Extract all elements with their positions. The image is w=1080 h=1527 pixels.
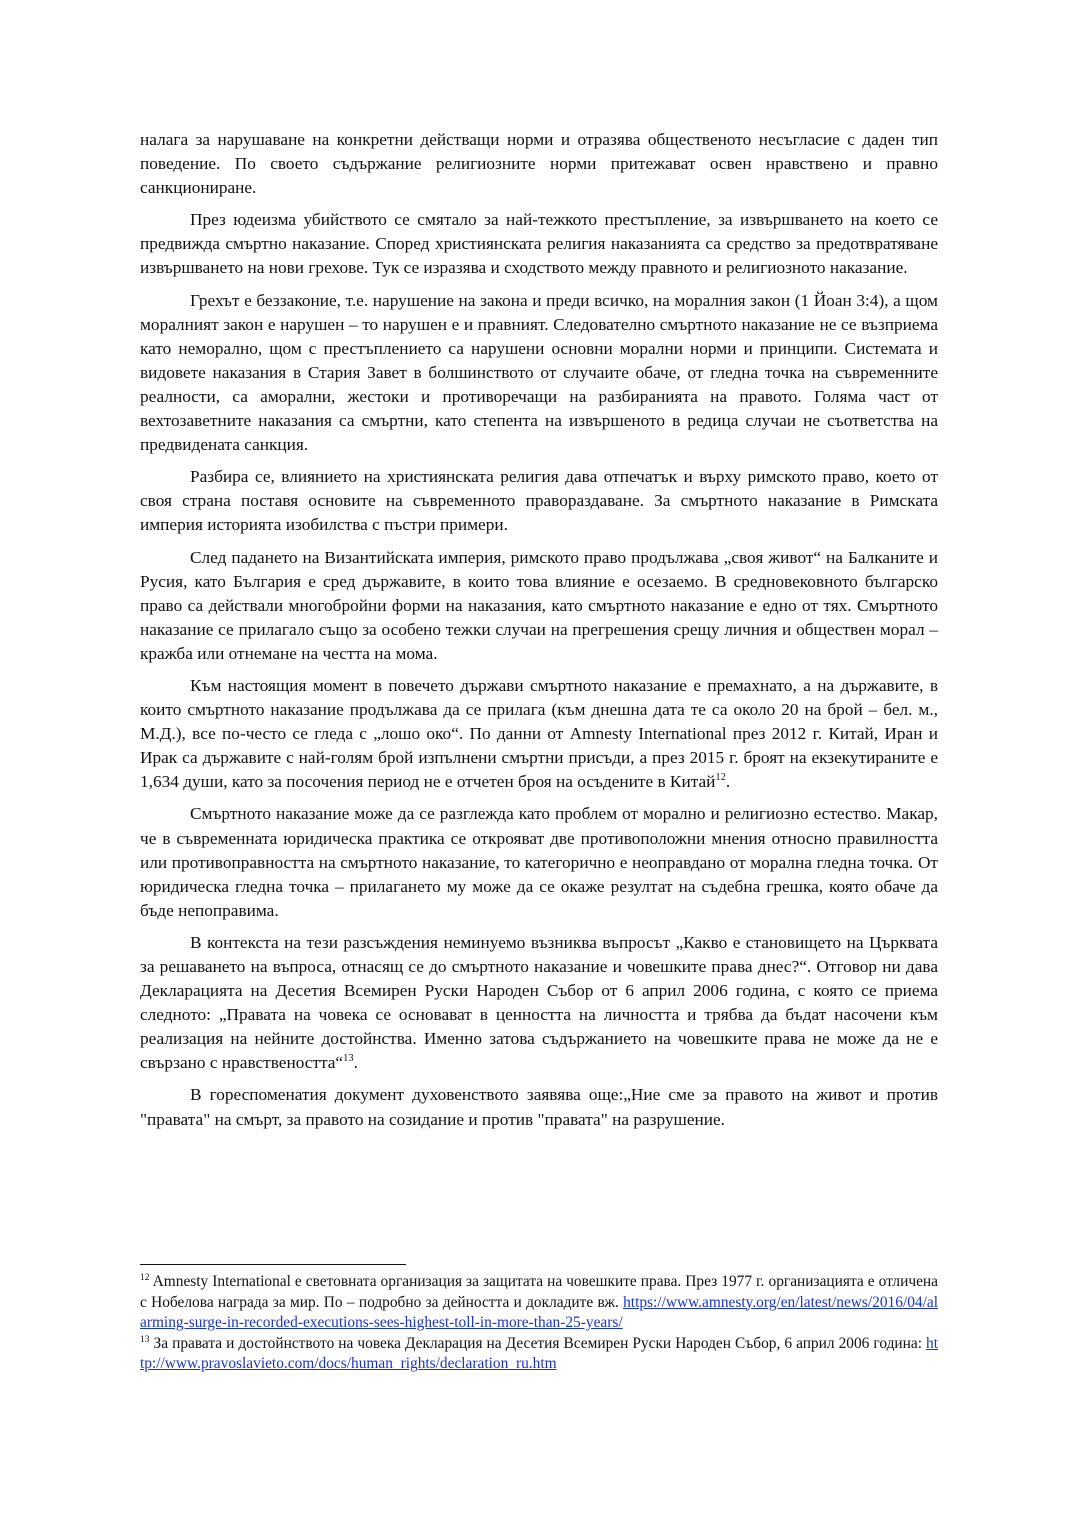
paragraph-8-text: В контекста на тези разсъждения неминуемо възниква въпросът „Какво е становището на Църквата за решаването на въпроса, отнасящ се до смъртното наказание и човешките права днес?“. Отговор ни дава Декларацията на Десетия Всемирен Руски Народен Събор от 6 април 2006 година, с която се приема следното: „Правата на човека се основават в ценността на личността и трябва да бъдат насочени към реализация на нейните достойнства. Именно затова съдържанието на човешките права не може да не е свързано с нравствеността“: [140, 932, 938, 1073]
paragraph-5: След падането на Византийската империя, римското право продължава „своя живот“ на Балканите и Русия, като България е сред държавите, в които това влияние е осезаемо. В средновековното българско право са действали многобройни форми на наказания, като смъртното наказание е едно от тях. Смъртното наказание се прилагало също за особено тежки случаи на прегрешения срещу личния и обществен морал – кражба или отнемане на честта на мома.: [140, 547, 938, 663]
document-body: [140, 128, 938, 1140]
footnote-ref-12[interactable]: 12: [715, 772, 726, 784]
footnote-number: 13: [140, 1334, 150, 1345]
footnote-text: За правата и достойнството на човека Декларация на Десетия Всемирен Руски Народен Събор, 6 април 2006 година:: [149, 1334, 927, 1352]
paragraph-8-end: .: [353, 1053, 358, 1073]
footnote-12: [140, 1272, 938, 1334]
paragraph-6-end: .: [725, 772, 731, 792]
paragraph-4: Разбира се, влиянието на християнската религия дава отпечатък и върху римското право, което от своя страна поставя основите на съвременното правораздаване. За смъртното наказание в Римската империя историята изобилства с пъстри примери.: [140, 467, 938, 535]
paragraph-6-text: Към настоящия момент в повечето държави смъртното наказание е премахнато, а на държавите, в които смъртното наказание продължава да се прилага (към днешна дата те са около 20 на брой – бел. м., М.Д.), все по-често се гледа с „лошо око“. По данни от Amnesty International през 2012 г. Китай, Иран и Ирак са държавите с най-голям брой изпълнени смъртни присъди, а през 2015 г. броят на екзекутираните е 1,634 души, като за посочения период не е отчетен броя на осъдените в Китай: [140, 675, 938, 792]
footnote-separator: [140, 1264, 406, 1265]
footnote-text: Amnesty International е световната организация за защитата на човешките права. През 1977 г. организацията е отличена с Нобелова награда за мир. По – подробно за дейността и докладите вж.: [140, 1273, 938, 1311]
footnote-number: 12: [140, 1272, 150, 1283]
paragraph-1: налага за нарушаване на конкретни действащи норми и отразява общественото несъгласие с даден тип поведение. По своето съдържание религиозните норми притежават освен нравствено и правно санкциониране.: [140, 130, 938, 198]
footnote-link-amnesty[interactable]: https://www.amnesty.org/en/latest/news/2016/04/alarming-surge-in-recorded-executions-sees-highest-toll-in-more-than-25-years/: [140, 1293, 938, 1332]
paragraph-8: [140, 931, 938, 1076]
paragraph-7: Смъртното наказание може да се разглежда като проблем от морално и религиозно естество. Макар, че в съвременната юридическа практика се открояват две противоположни мнения относно правилността или противоправността на смъртното наказание, то категорично е неоправдано от морална гледна точка. От юридическа гледна точка – прилагането му може да се окаже резултат на съдебна грешка, която обаче да бъде непоправима.: [140, 804, 938, 920]
paragraph-3: Грехът е беззаконие, т.е. нарушение на закона и преди всичко, на моралния закон (1 Йоан 3:4), а щом моралният закон е нарушен – то нарушен е и правният. Следователно смъртното наказание не се възприема като неморално, щом с престъплението са нарушени основни морални норми и принципи. Системата и видовете наказания в Стария Завет в болшинството от случаите обаче, от гледна точка на съвременните реалности, са аморални, жестоки и противоречащи на разбиранията на правото. Голяма част от вехтозаветните наказания са смъртни, като степента на извършеното в редица случаи не съответства на предвидената санкция.: [140, 290, 938, 455]
footnote-link-pravoslavieto[interactable]: http://www.pravoslavieto.com/docs/human_rights/declaration_ru.htm: [140, 1334, 938, 1373]
footnotes: [140, 1272, 938, 1375]
paragraph-6: [140, 674, 938, 794]
paragraph-9: В гореспоменатия документ духовенството заявява още:„Ние сме за правото на живот и против "правата" на смърт, за правото на созидание и против "правата" на разрушение.: [140, 1085, 938, 1129]
paragraph-2: През юдеизма убийството се смятало за най-тежкото престъпление, за извършването на което се предвижда смъртно наказание. Според християнската религия наказанията са средство за предотвратяване извършването на нови грехове. Тук се изразява и сходството между правното и религиозното наказание.: [140, 210, 938, 278]
footnote-13: [140, 1334, 938, 1375]
footnote-ref-13[interactable]: 13: [343, 1053, 354, 1065]
